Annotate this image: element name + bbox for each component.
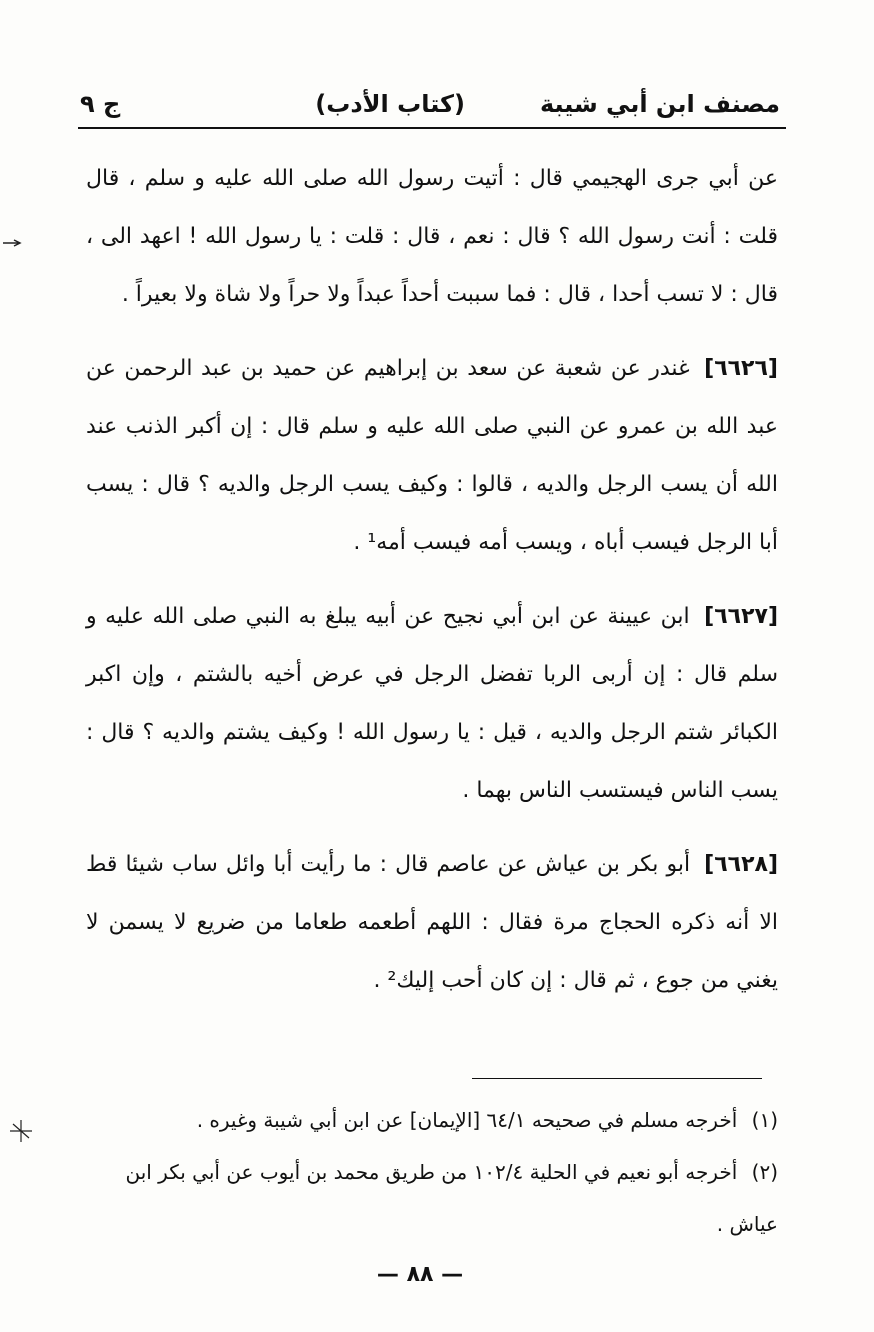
- hadith-text: عن أبي جرى الهجيمي قال : أتيت رسول الله صلى الله عليه و سلم ، قال قلت : أنت رسول الله ؟ قال : نعم ، قال : قلت : يا رسول الله ! اعهد الى ، قال : لا تسب أحدا ، قال : فما سببت أحداً عبداً ولا حراً ولا شاة ولا بعيراً .: [86, 166, 778, 307]
- footnote-text: أخرجه مسلم في صحيحه ٦٤/١ [الإيمان] عن ابن أبي شيبة وغيره .: [196, 1108, 738, 1132]
- margin-star-mark: [8, 1118, 34, 1144]
- footnote-marker: (١): [751, 1108, 778, 1132]
- volume-label: ج ٩: [80, 90, 121, 118]
- hadith-number: [٦٦٢٨]: [704, 852, 778, 877]
- hadith-paragraph: [86, 836, 778, 1010]
- hadith-paragraph: [86, 340, 778, 572]
- footnote-text: أخرجه أبو نعيم في الحلية ١٠٢/٤ من طريق محمد بن أيوب عن أبي بكر ابن عياش .: [125, 1160, 778, 1236]
- hadith-number: [٦٦٢٧]: [704, 604, 778, 629]
- hadith-text: غندر عن شعبة عن سعد بن إبراهيم عن حميد بن عبد الرحمن عن عبد الله بن عمرو عن النبي صلى الله عليه و سلم قال : إن أكبر الذنب عند الله أن يسب الرجل والديه ، قالوا : وكيف يسب الرجل والديه ؟ قال : يسب أبا الرجل فيسب أباه ، ويسب أمه فيسب أمه¹ .: [86, 356, 778, 555]
- hadith-paragraph: [86, 588, 778, 820]
- hadith-text: أبو بكر بن عياش عن عاصم قال : ما رأيت أبا وائل ساب شيئا قط الا أنه ذكره الحجاج مرة فقال : اللهم أطعمه طعاما من ضريع لا يسمن لا يغني من جوع ، ثم قال : إن كان أحب إليك² .: [86, 852, 778, 993]
- book-title: مصنف ابن أبي شيبة: [539, 90, 780, 118]
- hadith-number: [٦٦٢٦]: [704, 356, 778, 381]
- header-divider: [78, 127, 786, 129]
- page-header: [80, 82, 780, 126]
- section-title: (كتاب الأدب): [315, 90, 465, 118]
- hadith-text: ابن عيينة عن ابن أبي نجيح عن أبيه يبلغ به النبي صلى الله عليه و سلم قال : إن أربى الربا تفضل الرجل في عرض أخيه بالشتم ، وإن اكبر الكبائر شتم الرجل والديه ، قيل : يا رسول الله ! وكيف يشتم والديه ؟ قال : يسب الناس فيستسب الناس بهما .: [86, 604, 778, 803]
- main-text: [86, 150, 778, 1010]
- footnote-divider: [472, 1078, 762, 1079]
- footnote: [86, 1146, 778, 1250]
- hadith-paragraph: [86, 150, 778, 324]
- footnotes: [86, 1094, 778, 1250]
- page-number: — ٨٨ —: [376, 1262, 464, 1287]
- footnote-marker: (٢): [751, 1160, 778, 1184]
- margin-dash-mark: [2, 238, 22, 248]
- footnote: [86, 1094, 778, 1146]
